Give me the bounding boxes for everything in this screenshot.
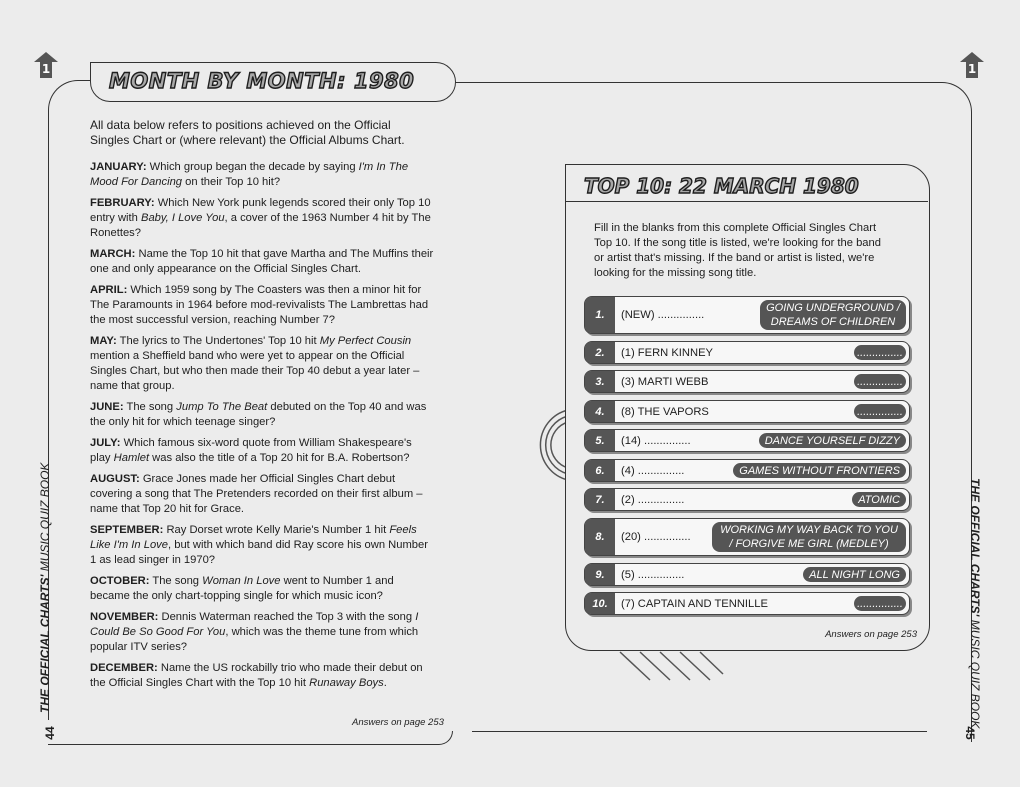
page-frame-bottom-left xyxy=(48,731,453,745)
song-title: Runaway Boys xyxy=(309,677,384,689)
song-title: I Could Be So Good For You xyxy=(90,611,419,638)
question-month: JANUARY: xyxy=(90,161,147,173)
question-month: MARCH: xyxy=(90,248,136,260)
svg-text:1: 1 xyxy=(967,62,977,76)
answers-note-left: Answers on page 253 xyxy=(352,717,444,728)
question-month: MAY: xyxy=(90,335,117,347)
song-title: Baby, I Love You xyxy=(140,212,225,224)
page-title: MONTH BY MONTH: 1980 xyxy=(109,69,415,93)
chart-row-7: 7. (2) ............... ATOMIC xyxy=(584,488,910,511)
question-month: OCTOBER: xyxy=(90,575,150,587)
book-title-right: THE OFFICIAL CHARTS' MUSIC QUIZ BOOK xyxy=(968,478,982,729)
question-month: JULY: xyxy=(90,437,121,449)
song-title: I'm In The Mood For Dancing xyxy=(90,161,409,188)
page-title-banner xyxy=(90,62,456,102)
question-month: NOVEMBER: xyxy=(90,611,159,623)
question-item: FEBRUARY: Which New York punk legends scored their only Top 10 entry with Baby, I Love You, a cover of the 1963 Number 4 hit by The Ronettes? xyxy=(90,197,431,239)
song-title: Jump To The Beat xyxy=(176,401,268,413)
question-item: OCTOBER: The song Woman In Love went to Number 1 and became the only chart-topping single for which music icon? xyxy=(90,575,394,602)
answers-note-right: Answers on page 253 xyxy=(825,629,917,640)
question-item: JULY: Which famous six-word quote from William Shakespeare's play Hamlet was also the title of a Top 20 hit for B.A. Robertson? xyxy=(90,437,412,464)
top10-title: TOP 10: 22 MARCH 1980 xyxy=(584,174,859,198)
question-item: MAY: The lyrics to The Undertones' Top 10 hit My Perfect Cousin mention a Sheffield band who were yet to appear on the Official Singles Chart, but who then made their Top 40 debut a year later – name that group. xyxy=(90,335,420,392)
question-month: APRIL: xyxy=(90,284,128,296)
page-number-left: 44 xyxy=(43,726,57,740)
question-item: NOVEMBER: Dennis Waterman reached the Top 3 with the song I Could Be So Good For You, which was the theme tune from which popular ITV series? xyxy=(90,611,419,653)
chart-row-8: 8. (20) ............... WORKING MY WAY BACK TO YOU / FORGIVE ME GIRL (MEDLEY) xyxy=(584,518,910,556)
number-one-logo-icon xyxy=(960,52,984,78)
question-item: AUGUST: Grace Jones made her Official Singles Chart debut covering a song that The Pretenders recorded on their first album – name that Top 20 hit for Grace. xyxy=(90,473,423,515)
chart-row-4: 4. (8) THE VAPORS ............... xyxy=(584,400,910,423)
top10-title-divider xyxy=(566,201,928,202)
top10-intro: Fill in the blanks from this complete Official Singles Chart Top 10. If the song title is listed, we're looking for the band or artist that's missing. If the band or artist is listed, we're looking for the missing song title. xyxy=(594,222,881,279)
question-item: DECEMBER: Name the US rockabilly trio who made their debut on the Official Singles Chart with the Top 10 hit Runaway Boys. xyxy=(90,662,423,689)
question-month: SEPTEMBER: xyxy=(90,524,164,536)
question-month: DECEMBER: xyxy=(90,662,158,674)
question-item: SEPTEMBER: Ray Dorset wrote Kelly Marie's Number 1 hit Feels Like I'm In Love, but with which band did Ray score his own Number 1 as lead singer in 1970? xyxy=(90,524,428,566)
chart-row-10: 10. (7) CAPTAIN AND TENNILLE ............... xyxy=(584,592,910,615)
book-title-left: THE OFFICIAL CHARTS' MUSIC QUIZ BOOK xyxy=(38,462,52,713)
page-intro: All data below refers to positions achieved on the Official Singles Chart or (where relevant) the Official Albums Chart. xyxy=(90,118,405,147)
question-item: MARCH: Name the Top 10 hit that gave Martha and The Muffins their one and only appearance on the Official Singles Chart. xyxy=(90,248,434,275)
song-title: My Perfect Cousin xyxy=(319,335,412,347)
question-item: JANUARY: Which group began the decade by saying I'm In The Mood For Dancing on their Top 10 hit? xyxy=(90,161,409,188)
page-frame-bottom-right xyxy=(472,731,927,732)
question-item: JUNE: The song Jump To The Beat debuted on the Top 40 and was the only hit for which teenage singer? xyxy=(90,401,427,428)
svg-text:1: 1 xyxy=(41,62,51,76)
chart-row-6: 6. (4) ............... GAMES WITHOUT FRONTIERS xyxy=(584,459,910,482)
page-number-right: 45 xyxy=(963,726,977,740)
question-list xyxy=(90,160,435,697)
song-title: Feels Like I'm In Love xyxy=(90,524,417,551)
page-frame-right-top xyxy=(455,82,905,83)
question-month: JUNE: xyxy=(90,401,124,413)
question-month: FEBRUARY: xyxy=(90,197,155,209)
chart-row-5: 5. (14) ............... DANCE YOURSELF DIZZY xyxy=(584,429,910,452)
chart-row-3: 3. (3) MARTI WEBB ............... xyxy=(584,370,910,393)
question-month: AUGUST: xyxy=(90,473,140,485)
question-item: APRIL: Which 1959 song by The Coasters was then a minor hit for The Paramounts in 1964 before mod-revivalists The Lambrettas had the most successful version, reaching Number 7? xyxy=(90,284,429,326)
song-title: Woman In Love xyxy=(202,575,281,587)
song-title: Hamlet xyxy=(113,452,150,464)
chart-row-9: 9. (5) ............... ALL NIGHT LONG xyxy=(584,563,910,586)
number-one-logo-icon xyxy=(34,52,58,78)
decorative-lines-icon xyxy=(615,650,725,682)
chart-row-2: 2. (1) FERN KINNEY ............... xyxy=(584,341,910,364)
chart-row-1: 1. (NEW) ............... GOING UNDERGROUND / DREAMS OF CHILDREN xyxy=(584,296,910,334)
